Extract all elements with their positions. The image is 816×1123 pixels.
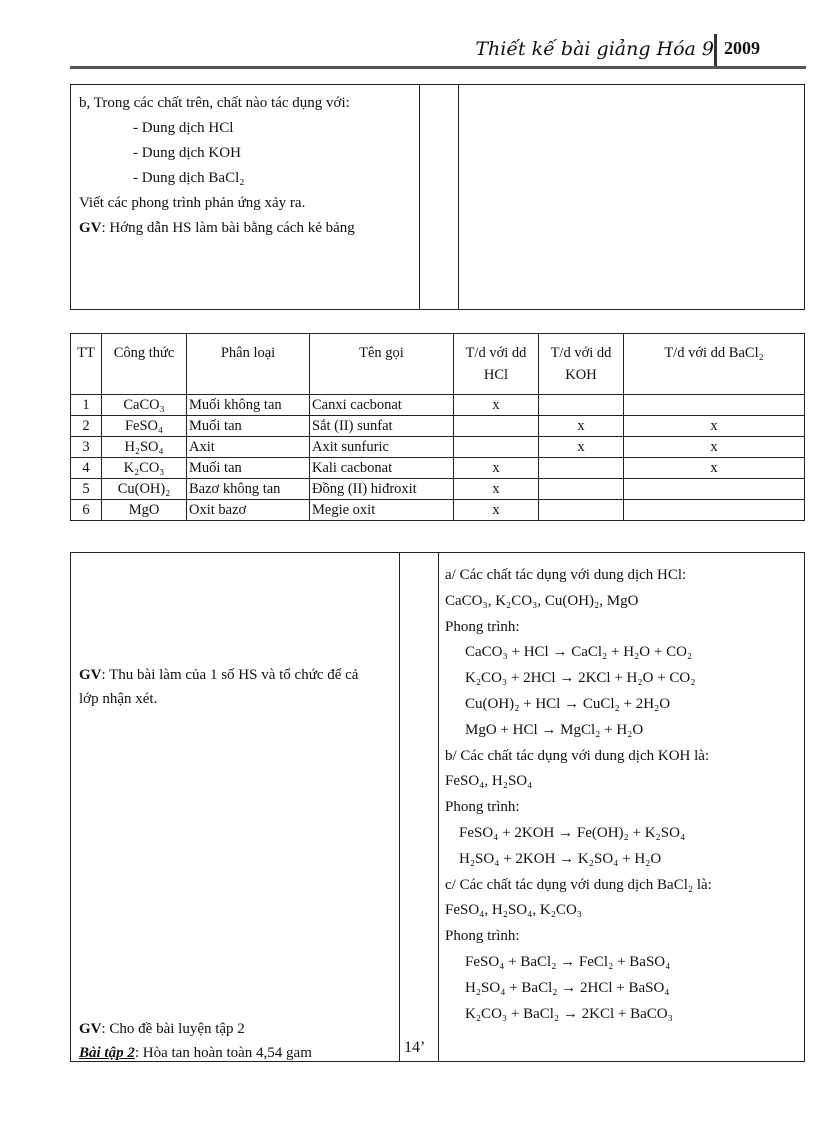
cell: Muối tan: [187, 416, 310, 437]
cell: 5: [71, 479, 102, 500]
cell: [454, 437, 539, 458]
col-header: T/d với dd BaCl₂: [624, 334, 805, 395]
cell: x: [624, 416, 805, 437]
equation: Cu(OH)₂ + HCl → CuCl₂ + 2H₂O: [465, 695, 671, 712]
answer-b-title: b/ Các chất tác dụng với dung dịch KOH là:: [445, 747, 710, 764]
cell: x: [454, 500, 539, 521]
header-rule: [70, 66, 806, 69]
header-year: 2009: [724, 38, 760, 58]
table-row: [71, 500, 805, 521]
col-header: Công thức: [102, 334, 187, 395]
question-item: - Dung dịch BaCl₂: [133, 170, 245, 186]
cell: Đồng (II) hiđroxit: [310, 479, 454, 500]
gv-label: GV: [79, 220, 102, 236]
col-header: T/d với dd KOH: [539, 334, 624, 395]
exercise-text: : Hòa tan hoàn toàn 4,54 gam: [134, 1045, 312, 1061]
table-row: [71, 437, 805, 458]
table-header-row: [71, 334, 805, 395]
gv-label: GV: [79, 1021, 102, 1037]
equation-heading: Phong trình:: [445, 928, 520, 945]
cell: Canxi cacbonat: [310, 395, 454, 416]
cell: [624, 395, 805, 416]
question-item: - Dung dịch HCl: [133, 120, 234, 136]
gv-label: GV: [79, 667, 102, 683]
cell: Kali cacbonat: [310, 458, 454, 479]
cell: x: [454, 458, 539, 479]
cell: [539, 500, 624, 521]
time-cell: [400, 553, 439, 1062]
equation: CaCO₃ + HCl → CaCl₂ + H₂O + CO₂: [465, 644, 693, 661]
exercise-label: Bài tập 2: [79, 1045, 135, 1061]
table-row: [71, 479, 805, 500]
cell: x: [454, 479, 539, 500]
cell: Bazơ không tan: [187, 479, 310, 500]
cell: K₂CO₃: [102, 458, 187, 479]
page-header: [70, 30, 806, 70]
question-item: - Dung dịch KOH: [133, 145, 241, 161]
cell: Axit sunfuric: [310, 437, 454, 458]
cell: Axit: [187, 437, 310, 458]
content-cell: [459, 85, 805, 310]
answer-cell: [439, 553, 805, 1062]
cell: Muối không tan: [187, 395, 310, 416]
cell: x: [624, 437, 805, 458]
equation: FeSO₄ + 2KOH → Fe(OH)₂ + K₂SO₄: [459, 824, 686, 841]
activity-table-bottom: [70, 552, 805, 1062]
gv-note: [79, 216, 411, 241]
gv-note-exercise: [79, 1017, 389, 1065]
classification-table: [70, 333, 805, 521]
time-cell: [420, 85, 459, 310]
equation: H₂SO₄ + BaCl₂ → 2HCl + BaSO₄: [465, 979, 670, 996]
cell: 1: [71, 395, 102, 416]
cell: CaCO₃: [102, 395, 187, 416]
equation: H₂SO₄ + 2KOH → K₂SO₄ + H₂O: [459, 850, 662, 867]
question-intro: b, Trong các chất trên, chất nào tác dụng với:: [79, 95, 350, 111]
teacher-activity-cell: [71, 85, 420, 310]
gv-note-collect: [79, 663, 379, 711]
cell: [454, 416, 539, 437]
cell: Muối tan: [187, 458, 310, 479]
cell: [539, 479, 624, 500]
gv-text: : Cho đề bài luyện tập 2: [101, 1021, 245, 1037]
time-minutes: 14’: [404, 1039, 426, 1056]
cell: x: [454, 395, 539, 416]
equation-heading: Phong trình:: [445, 618, 520, 635]
cell: 4: [71, 458, 102, 479]
cell: [539, 458, 624, 479]
answer-b-list: FeSO₄, H₂SO₄: [445, 773, 533, 790]
answer-c-list: FeSO₄, H₂SO₄, K₂CO₃: [445, 902, 582, 919]
table-row: [71, 416, 805, 437]
answer-a-title: a/ Các chất tác dụng với dung dịch HCl:: [445, 567, 687, 583]
header-title: Thiết kế bài giảng Hóa 9: [475, 38, 714, 60]
answer-c-title: c/ Các chất tác dụng với dung dịch BaCl₂ là:: [445, 876, 712, 893]
cell: Cu(OH)₂: [102, 479, 187, 500]
cell: 2: [71, 416, 102, 437]
table-row: [71, 395, 805, 416]
cell: Oxit bazơ: [187, 500, 310, 521]
cell: [624, 500, 805, 521]
gv-text: : Hớng dẫn HS làm bài bằng cách kẻ bảng: [101, 220, 355, 236]
col-header: T/d với dd HCl: [454, 334, 539, 395]
cell: x: [624, 458, 805, 479]
cell: H₂SO₄: [102, 437, 187, 458]
col-header: TT: [71, 334, 102, 395]
cell: 3: [71, 437, 102, 458]
cell: x: [539, 437, 624, 458]
equation: MgO + HCl → MgCl₂ + H₂O: [465, 721, 644, 738]
cell: x: [539, 416, 624, 437]
equation: K₂CO₃ + BaCl₂ → 2KCl + BaCO₃: [465, 1005, 673, 1022]
equation: FeSO₄ + BaCl₂ → FeCl₂ + BaSO₄: [465, 953, 671, 970]
cell: FeSO₄: [102, 416, 187, 437]
equation: K₂CO₃ + 2HCl → 2KCl + H₂O + CO₂: [465, 670, 696, 687]
cell: Sắt (II) sunfat: [310, 416, 454, 437]
question-instruction: Viết các phong trình phản ứng xảy ra.: [79, 195, 306, 211]
cell: [539, 395, 624, 416]
table-row: [71, 458, 805, 479]
cell: MgO: [102, 500, 187, 521]
col-header: Phân loại: [187, 334, 310, 395]
activity-table-top: [70, 84, 805, 310]
gv-text: : Thu bài làm của 1 số HS và tổ chức để cả lớp nhận xét.: [79, 667, 359, 707]
answer-a-list: CaCO₃, K₂CO₃, Cu(OH)₂, MgO: [445, 592, 639, 609]
teacher-activity-cell: [71, 553, 400, 1062]
equation-heading: Phong trình:: [445, 799, 520, 816]
cell: 6: [71, 500, 102, 521]
col-header: Tên gọi: [310, 334, 454, 395]
cell: [624, 479, 805, 500]
header-separator: [714, 34, 717, 66]
cell: Megie oxit: [310, 500, 454, 521]
